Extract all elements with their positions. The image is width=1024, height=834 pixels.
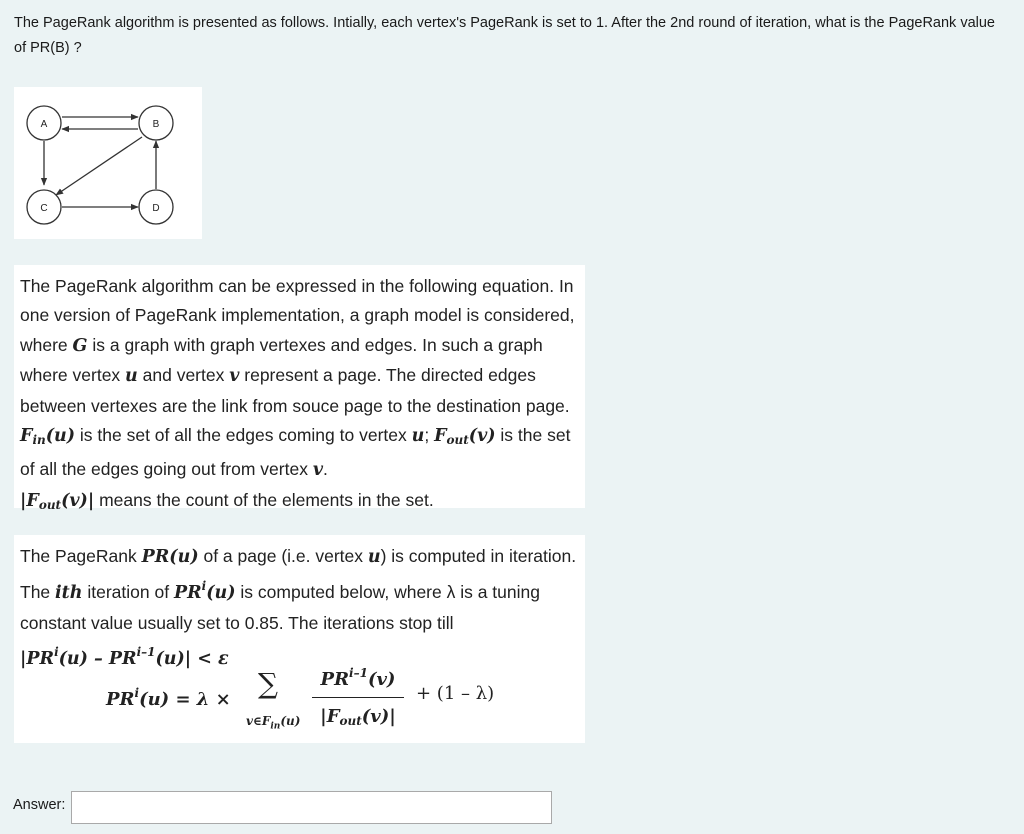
stop-condition-i: i (54, 645, 59, 660)
node-a (27, 106, 61, 140)
panel2-text-1: The PageRank (20, 546, 142, 566)
formula-num-v: (v) (367, 669, 396, 690)
node-b-label: B (152, 119, 160, 130)
answer-label: Answer: (13, 797, 66, 813)
math-pr: PR (173, 583, 202, 604)
math-g: G (72, 335, 88, 356)
stop-condition-b: (u) – PR (58, 649, 137, 670)
panel1-text-6: is the set of all the edges going out from vertex (20, 425, 571, 480)
math-i-superscript: i (201, 579, 207, 594)
panel2-text-5: is computed below, where λ is a tuning constant value usually set to 0.85. The iterations stop till (20, 582, 540, 633)
math-in-subscript: in (32, 433, 46, 448)
math-v-paren-bar: (v)| (61, 490, 95, 511)
math-out-subscript-2: out (38, 497, 62, 512)
edge-b-to-c (56, 137, 142, 195)
formula-sum-subscript (246, 707, 300, 742)
node-d-label: D (152, 203, 160, 214)
formula-sum-symbol: ∑ (258, 667, 278, 700)
question-text: The PageRank algorithm is presented as follows. Intially, each vertex's PageRank is set to 1. After the 2nd round of iteration, what is the PageRank value of PR(B) ? (14, 15, 995, 56)
formula-sum-sub-b: (u) (280, 714, 301, 728)
formula-den-v: (v)| (361, 706, 396, 728)
panel1-text-2: is a graph with graph vertexes and edges. In such a graph where vertex (20, 334, 543, 386)
node-a-label: A (40, 119, 48, 130)
math-u-3: u (367, 547, 381, 567)
graph-figure (14, 87, 202, 239)
math-u: u (125, 366, 138, 387)
graph-diagram (14, 87, 202, 239)
formula-i-superscript: i (134, 686, 140, 700)
math-v-2: v (312, 460, 323, 481)
formula-right: + (1 – λ) (416, 683, 495, 704)
panel1-text-1: The PageRank algorithm can be expressed in the following equation. In one version of PageRank implementation, a graph model is considered, where (20, 276, 575, 355)
math-v: v (229, 366, 240, 387)
math-u-paren: (u) (45, 426, 76, 447)
node-c (27, 190, 61, 224)
formula-sum-sub-in: in (270, 721, 281, 732)
formula-num-pr: PR (320, 669, 350, 690)
panel1-period: . (322, 459, 328, 480)
answer-input[interactable] (71, 791, 552, 824)
stop-condition-c: (u)| < ε (155, 649, 229, 670)
math-pr-u: PR(u) (141, 547, 199, 567)
math-u-2: u (411, 426, 425, 447)
panel1-text-7: means the count of the elements in the set. (94, 489, 434, 510)
formula-left (106, 679, 231, 714)
formula-denominator (312, 702, 404, 736)
pagerank-formula (106, 655, 526, 735)
formula-fraction (312, 659, 404, 737)
panel1-semicolon: ; (424, 425, 435, 446)
definition-panel (14, 265, 585, 512)
panel2-text-3: ) is computed in iteration. The (20, 546, 577, 603)
stop-condition-i-minus-1: i–1 (136, 645, 156, 660)
formula-sum-sub-a: v∈F (246, 714, 271, 728)
formula-pr: PR (106, 689, 135, 710)
iteration-panel (14, 535, 585, 743)
panel2-text-2: of a page (i.e. vertex (198, 546, 368, 566)
math-u-paren-2: (u) (206, 583, 236, 604)
math-bar-open: | (20, 490, 27, 511)
math-f-out: F (434, 426, 447, 447)
formula-den-out: out (339, 714, 362, 729)
panel1-text-3: and vertex (137, 365, 230, 386)
formula-num-superscript: i–1 (349, 666, 368, 680)
node-b (139, 106, 173, 140)
node-d (139, 190, 173, 224)
formula-numerator (312, 659, 404, 694)
panel2-text-4: iteration of (82, 582, 174, 603)
math-ith: ith (55, 583, 83, 604)
math-f-out-count: F (26, 490, 39, 511)
formula-equals: (u) = λ × (139, 689, 231, 710)
math-out-subscript: out (446, 433, 469, 448)
math-f-in: F (20, 426, 33, 447)
stop-condition-a: |PR (20, 649, 55, 670)
node-c-label: C (40, 203, 48, 214)
panel1-text-5: is the set of all the edges coming to vertex (75, 425, 412, 446)
panel1-text-4: represent a page. The directed edges between vertexes are the link from souce page to the destination page. (20, 365, 570, 416)
formula-fraction-bar (312, 697, 404, 698)
math-v-paren: (v) (468, 426, 496, 447)
formula-den-f: |F (320, 706, 340, 728)
